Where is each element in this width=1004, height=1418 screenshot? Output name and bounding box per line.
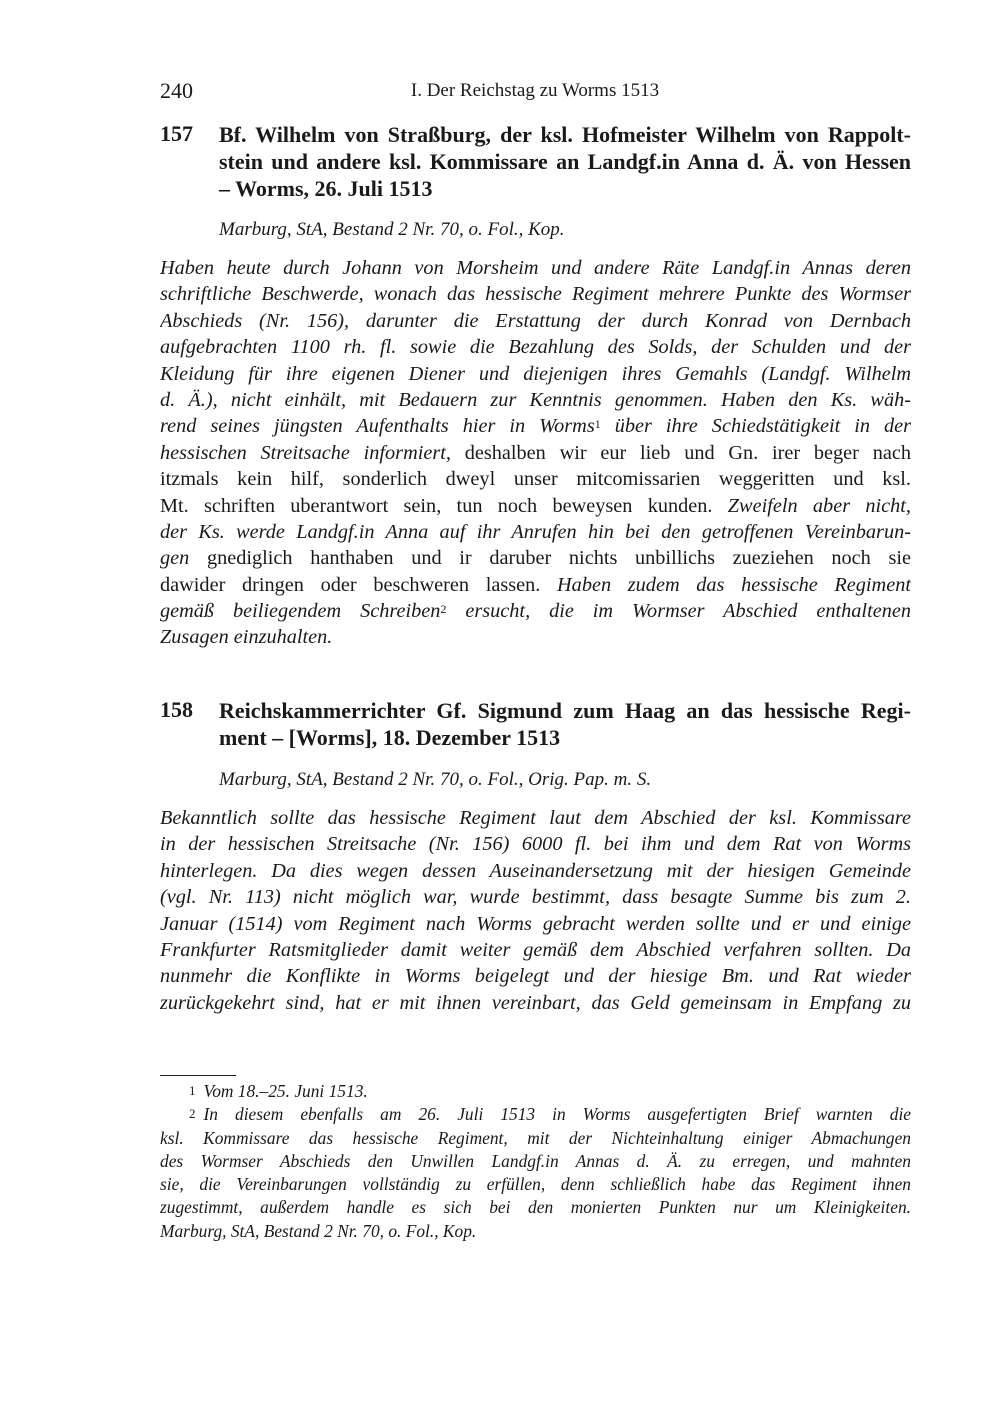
title-line: stein und andere ksl. Kommissare an Landgf.in Anna d. Ä. von Hessen [219, 149, 911, 174]
document-number: 158 [160, 697, 193, 722]
editorial-text: Zweifeln aber nicht, [727, 494, 911, 517]
title-line: Bf. Wilhelm von Straßburg, der ksl. Hofmeister Wilhelm von Rappolt- [219, 122, 911, 147]
footnote-reference[interactable]: 2 [440, 602, 447, 617]
footnote-separator [160, 1075, 236, 1076]
editorial-text: schriftliche Beschwerde, wonach das hessische Regiment mehrere Punkte des Wormser [160, 283, 911, 306]
editorial-text: Haben heute durch Johann von Morsheim und andere Räte Landgf.in Annas deren [160, 257, 911, 279]
editorial-text: gemäß beiliegendem Schreiben [160, 600, 441, 623]
document-number: 157 [160, 121, 193, 146]
page-number: 240 [160, 78, 193, 103]
footnote-text: Marburg, StA, Bestand 2 Nr. 70, o. Fol., Kop. [160, 1220, 477, 1241]
editorial-text: Kleidung für ihre eigenen Diener und diejenigen ihres Gemahls (Landgf. Wilhelm [160, 362, 911, 385]
footnote-line [160, 1220, 911, 1243]
text-line [160, 624, 911, 650]
editorial-text: d. Ä.), nicht einhält, mit Bedauern zur Kenntnis genommen. Haben den Ks. wäh- [160, 388, 911, 411]
editorial-text: nunmehr die Konflikte in Worms beigelegt und der hiesige Bm. und Rat wieder [160, 965, 911, 988]
text-line [160, 805, 911, 831]
footnotes [160, 1080, 911, 1243]
quoted-source-text: itzmals kein hilf, sonderlich dweyl unser mitcomissarien weggeritten und ksl. [160, 468, 911, 491]
title-line: ment – [Worms], 18. Dezember 1513 [219, 725, 561, 750]
text-line [160, 493, 911, 519]
quoted-source-text: dawider dringen oder beschweren lassen. [160, 573, 558, 596]
footnote-line [160, 1103, 911, 1126]
text-line [160, 334, 911, 360]
editorial-text: Haben zudem das hessische Regiment [557, 573, 911, 596]
editorial-text: der Ks. werde Landgf.in Anna auf ihr Anrufen hin bei den getroffenen Vereinbarun- [160, 520, 911, 543]
editorial-text: Abschieds (Nr. 156), darunter die Erstattung der durch Konrad von Dernbach [160, 309, 911, 332]
footnote-line [160, 1127, 911, 1150]
editorial-text: Frankfurter Ratsmitglieder damit weiter gemäß dem Abschied verfahren sollten. Da [160, 938, 911, 961]
document-title [219, 121, 911, 202]
running-header: I. Der Reichstag zu Worms 1513 [410, 80, 660, 101]
quoted-source-text: deshalben wir eur lieb und Gn. irer beger nach [450, 441, 911, 464]
editorial-text: ersucht, die im Wormser Abschied enthaltenen [446, 600, 911, 623]
editorial-text: aufgebrachten 1100 rh. fl. sowie die Bezahlung des Solds, der Schulden und der [160, 336, 911, 359]
editorial-text: über ihre Schiedstätigkeit in der [600, 415, 911, 438]
text-line [160, 572, 911, 598]
text-line [160, 413, 911, 439]
footnote-reference[interactable]: 1 [594, 417, 601, 432]
text-line [160, 387, 911, 413]
footnote-text: zugestimmt, außerdem handle es sich bei den monierten Punkten nur um Kleinigkeiten. [160, 1197, 911, 1218]
editorial-text: zurückgekehrt sind, hat er mit ihnen vereinbart, das Geld gemeinsam in Empfang zu [160, 991, 911, 1014]
text-line [160, 598, 911, 624]
editorial-text: hinterlegen. Da dies wegen dessen Auseinandersetzung mit der hiesigen Gemeinde [160, 859, 911, 882]
editorial-text: hessischen Streitsache informiert, [160, 441, 451, 464]
footnote-text: In diesem ebenfalls am 26. Juli 1513 in Worms ausgefertigten Brief warnten die [203, 1104, 911, 1125]
document-title [219, 697, 911, 751]
text-line [160, 937, 911, 963]
quoted-source-text: gnediglich hanthaben und ir daruber nichts unbillichs zueziehen noch sie [189, 547, 911, 570]
footnote-line [160, 1173, 911, 1196]
footnote-mark: 2 [189, 1106, 196, 1122]
document-regest [160, 255, 911, 651]
editorial-text: Bekanntlich sollte das hessische Regiment laut dem Abschied der ksl. Kommissare [160, 807, 911, 829]
text-line [160, 858, 911, 884]
footnote-line [160, 1080, 911, 1103]
editorial-text: Zusagen einzuhalten. [160, 626, 333, 649]
footnote-text: sie, die Vereinbarungen vollständig zu erfüllen, denn schließlich habe das Regiment ihnen [160, 1174, 911, 1195]
text-line [160, 831, 911, 857]
title-line: Reichskammerrichter Gf. Sigmund zum Haag an das hessische Regi- [219, 698, 911, 723]
text-line [160, 963, 911, 989]
text-line [160, 281, 911, 307]
archival-source: Marburg, StA, Bestand 2 Nr. 70, o. Fol., Kop. [219, 219, 565, 240]
editorial-text: in der hessischen Streitsache (Nr. 156) 6000 fl. bei ihm und dem Rat von Worms [160, 833, 911, 856]
text-line [160, 466, 911, 492]
editorial-text: gen [160, 547, 190, 570]
footnote-line [160, 1196, 911, 1219]
text-line [160, 545, 911, 571]
text-line [160, 884, 911, 910]
footnote-text: ksl. Kommissare das hessische Regiment, mit der Nichteinhaltung einiger Abmachungen [160, 1127, 911, 1148]
archival-source: Marburg, StA, Bestand 2 Nr. 70, o. Fol., Orig. Pap. m. S. [219, 769, 652, 790]
text-line [160, 911, 911, 937]
text-line [160, 255, 911, 281]
quoted-source-text: Mt. schriften uberantwort sein, tun noch beweysen kunden. [160, 494, 728, 517]
editorial-text: Januar (1514) vom Regiment nach Worms gebracht werden sollte und er und einige [160, 912, 911, 935]
document-regest [160, 805, 911, 1016]
footnote-line [160, 1150, 911, 1173]
editorial-text: rend seines jüngsten Aufenthalts hier in Worms [160, 415, 595, 438]
footnote-text: des Wormser Abschieds den Unwillen Landgf.in Annas d. Ä. zu erregen, und mahnten [160, 1150, 911, 1171]
editorial-text: (vgl. Nr. 113) nicht möglich war, wurde bestimmt, dass besagte Summe bis zum 2. [160, 886, 911, 909]
text-line [160, 308, 911, 334]
text-line [160, 440, 911, 466]
footnote-mark: 1 [189, 1083, 196, 1098]
title-line: – Worms, 26. Juli 1513 [219, 176, 433, 201]
text-line [160, 990, 911, 1016]
text-line [160, 519, 911, 545]
text-line [160, 361, 911, 387]
footnote-text: Vom 18.–25. Juni 1513. [203, 1081, 368, 1101]
